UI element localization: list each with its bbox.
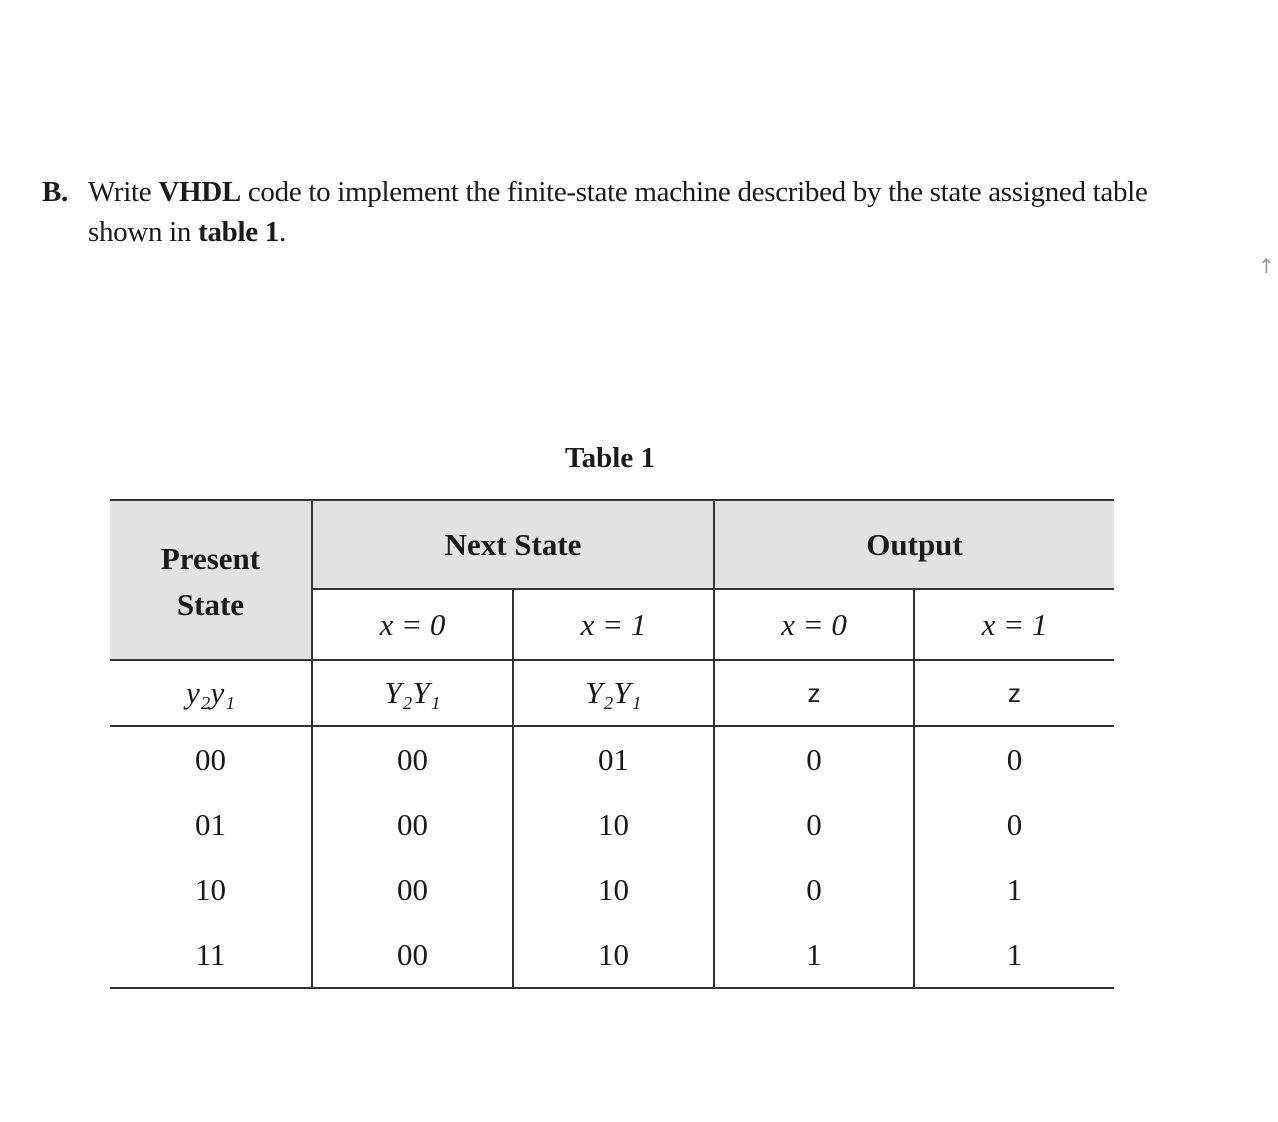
header-output: Output — [714, 500, 1114, 589]
cell-next-x1: 10 — [513, 792, 714, 857]
table-row — [110, 857, 1114, 922]
table-row — [110, 792, 1114, 857]
subheader-next-x0: x = 0 — [312, 589, 513, 660]
question-bold-table: table 1 — [198, 216, 279, 248]
table-row — [110, 922, 1114, 988]
cell-present: 10 — [110, 857, 312, 922]
var-out-x0: z — [714, 660, 914, 726]
cell-next-x0: 00 — [312, 857, 513, 922]
cell-next-x1: 01 — [513, 726, 714, 792]
cell-present: 11 — [110, 922, 312, 988]
cell-present: 01 — [110, 792, 312, 857]
header-present-line2: State — [176, 587, 245, 622]
header-present-state — [110, 500, 312, 660]
cell-present: 00 — [110, 726, 312, 792]
subheader-next-x1: x = 1 — [513, 589, 714, 660]
question-text-4: . — [278, 216, 286, 248]
question-text-3: shown in — [88, 216, 199, 248]
header-next-state: Next State — [312, 500, 714, 589]
cell-out-x0: 1 — [714, 922, 914, 988]
cell-next-x0: 00 — [312, 726, 513, 792]
question-bold-vhdl: VHDL — [158, 176, 241, 208]
cell-out-x0: 0 — [714, 726, 914, 792]
cell-out-x1: 0 — [1006, 741, 1023, 777]
question-text-1: Write — [88, 176, 159, 208]
cell-out-x1: 1 — [914, 922, 1114, 988]
cell-out-x1: 0 — [1006, 806, 1023, 842]
subheader-out-x1: x = 1 — [914, 589, 1114, 660]
header-present-line1: Present — [160, 541, 261, 576]
var-next-x1: Y₂Y₁ — [513, 660, 714, 726]
state-table — [110, 499, 1114, 989]
var-next-x0: Y₂Y₁ — [312, 660, 513, 726]
table-title: Table 1 — [565, 442, 655, 474]
cell-next-x0: 00 — [312, 922, 513, 988]
corner-mark-icon: ↑ — [1258, 254, 1275, 278]
subheader-out-x0: x = 0 — [714, 589, 914, 660]
question-text — [42, 172, 1272, 252]
table-header-row — [110, 500, 1114, 589]
table-variable-row — [110, 660, 1114, 726]
table-row — [110, 726, 1114, 792]
cell-out-x0: 0 — [714, 792, 914, 857]
question-label: B. — [42, 176, 68, 208]
question-text-2: code to implement the finite-state machine described by the state assigned table — [240, 176, 1148, 208]
cell-next-x0: 00 — [312, 792, 513, 857]
cell-next-x1: 10 — [513, 922, 714, 988]
cell-next-x1: 10 — [513, 857, 714, 922]
cell-out-x0: 0 — [714, 857, 914, 922]
question-line-2 — [42, 212, 1272, 252]
var-out-x1: z — [914, 660, 1114, 726]
var-present: y₂y₁ — [110, 660, 312, 726]
cell-out-x1: 1 — [1006, 871, 1023, 907]
